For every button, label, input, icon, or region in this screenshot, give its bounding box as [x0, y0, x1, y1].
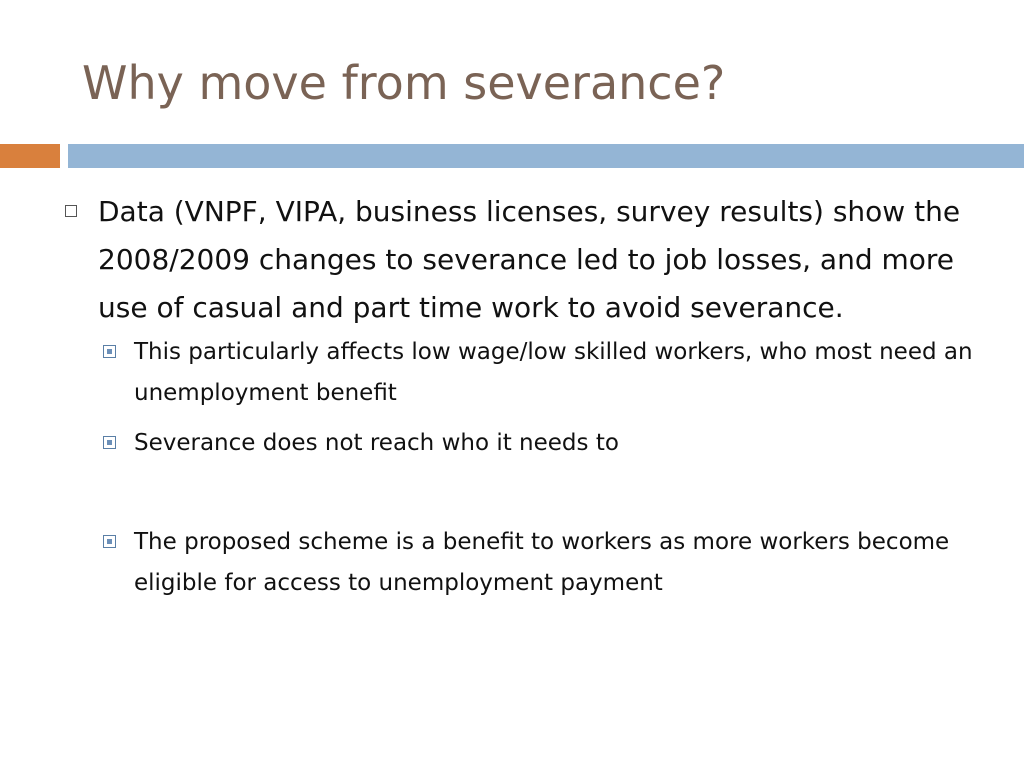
bullet-list	[62, 188, 982, 604]
sub-bullet-item	[98, 332, 982, 414]
hollow-square-icon	[65, 205, 77, 217]
bullet-text: Data (VNPF, VIPA, business licenses, survey results) show the 2008/2009 changes to severance led to job losses, and more use of casual and part time work to avoid severance.	[98, 195, 961, 324]
sub-bullet-text: This particularly affects low wage/low skilled workers, who most need an unemployment benefit	[134, 339, 973, 406]
sub-bullet-text: The proposed scheme is a benefit to workers as more workers become eligible for access to unemployment payment	[134, 529, 950, 596]
filled-square-icon	[103, 436, 116, 449]
title-divider-accent	[0, 144, 60, 168]
filled-square-icon	[103, 345, 116, 358]
bullet-item	[62, 188, 982, 604]
title-divider-bar	[68, 144, 1024, 168]
sub-bullet-text: Severance does not reach who it needs to	[134, 430, 619, 456]
sub-bullet-list	[98, 332, 982, 604]
filled-square-icon	[103, 535, 116, 548]
slide-title: Why move from severance?	[82, 56, 726, 110]
sub-bullet-item	[98, 522, 982, 604]
sub-bullet-item	[98, 423, 982, 464]
